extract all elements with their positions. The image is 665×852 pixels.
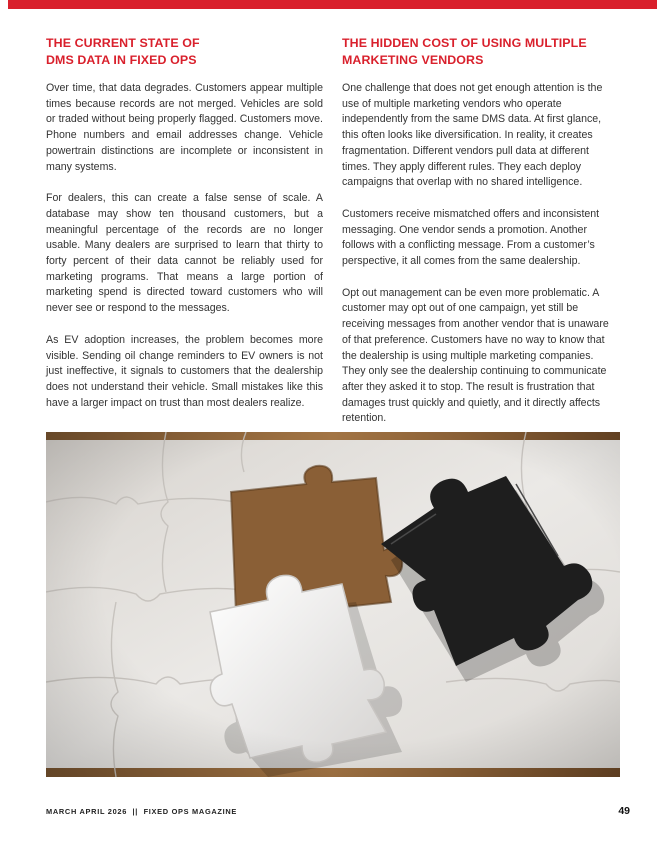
right-paragraph-2: Customers receive mismatched offers and inconsistent messaging. One vendor sends a promotion. Another follows with a conflicting message. From a customer’s perspective, it all comes from the same dealership. xyxy=(342,207,600,268)
footer-issue-label: MARCH APRIL 2026 || FIXED OPS MAGAZINE xyxy=(46,807,238,816)
right-paragraph-3: Opt out management can be even more problematic. A customer may opt out of one campaign, yet still be receiving messages from another vendor that is unaware of that preference. Customers have no way to know that the dealership is using multiple marketing companies. They only see the dealership continuing to communicate after they asked it to stop. The result is frustration that damages trust quickly and quietly, and it directly affects retention. xyxy=(342,286,609,425)
left-paragraph-3: As EV adoption increases, the problem becomes more visible. Sending oil change reminders to EV owners is not just ineffective, it signals to customers that the dealership does not understand their vehicle. Small mistakes like this have a larger impact on trust than most dealers realize. xyxy=(46,333,323,409)
photo-vignette xyxy=(46,432,620,777)
top-accent-bar xyxy=(8,0,657,9)
left-heading: THE CURRENT STATE OF DMS DATA IN FIXED OPS xyxy=(46,36,200,67)
left-paragraph-1: Over time, that data degrades. Customers appear multiple times because records are not merged. Vehicles are sold or traded without being properly flagged. Customers move. Phone numbers and email addresses change. Vehicle powertrain distinctions are incomplete or inconsistent in many systems. xyxy=(46,82,323,173)
right-column xyxy=(342,35,619,443)
right-heading: THE HIDDEN COST OF USING MULTIPLE MARKETING VENDORS xyxy=(342,36,587,67)
left-paragraph-2: For dealers, this can create a false sense of scale. A database may show ten thousand customers, but a meaningful percentage of the records are no longer usable. Many dealers are surprised to learn that thirty to forty percent of their data cannot be reliably used for marketing programs. That means a large portion of marketing spend is directed toward customers who will never see or respond to the messages. xyxy=(46,192,323,315)
page-number: 49 xyxy=(618,805,630,817)
puzzle-illustration xyxy=(46,432,620,777)
left-column xyxy=(46,35,323,427)
right-paragraph-1: One challenge that does not get enough attention is the use of multiple marketing vendors who operate independently from the same DMS data. At first glance, this often looks like diversification. In reality, it creates fragmentation. Different vendors pull data at different times. They apply different rules. They each deploy campaigns that overlap with no shared intelligence. xyxy=(342,82,603,189)
puzzle-photo xyxy=(46,432,620,777)
